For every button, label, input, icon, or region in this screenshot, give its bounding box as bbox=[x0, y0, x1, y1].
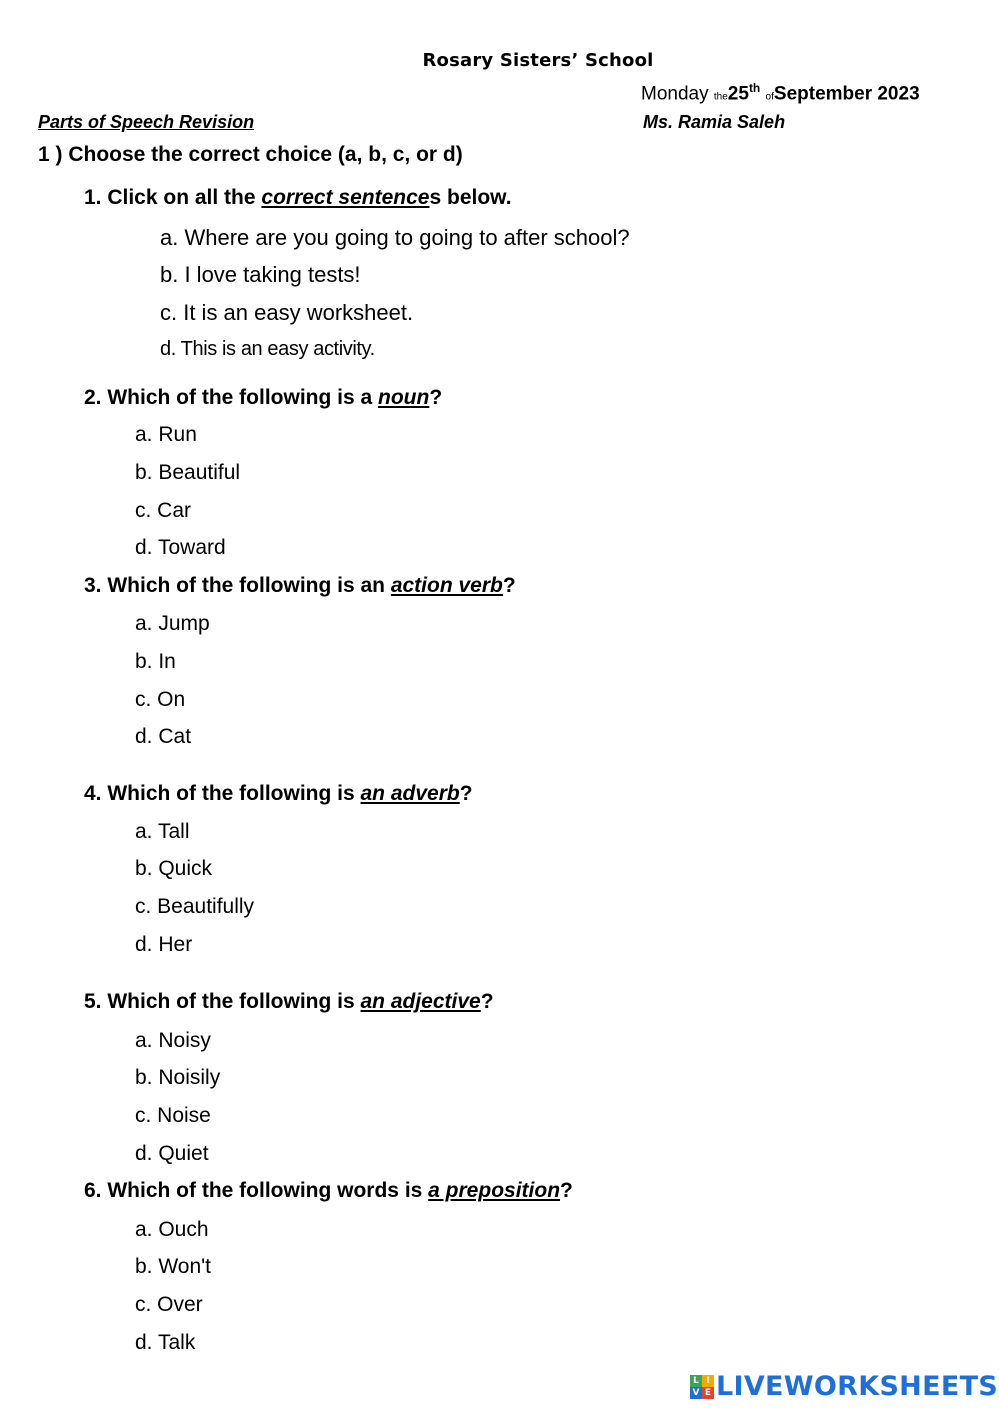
question-keyword: noun bbox=[378, 386, 430, 409]
question-1 bbox=[84, 186, 512, 210]
q5-option-b[interactable]: b. Noisily bbox=[135, 1066, 221, 1089]
question-2 bbox=[84, 386, 442, 410]
question-keyword: correct sentence bbox=[261, 186, 430, 209]
q1-option-b[interactable]: b. I love taking tests! bbox=[160, 262, 361, 287]
q1-option-c[interactable]: c. It is an easy worksheet. bbox=[160, 300, 414, 325]
liveworksheets-logo-text: LIVEWORKSHEETS bbox=[716, 1371, 999, 1402]
question-text-end: ? bbox=[429, 386, 443, 409]
q1-option-a[interactable]: a. Where are you going to going to after school? bbox=[160, 225, 630, 250]
question-text: 2. Which of the following is a bbox=[84, 386, 378, 409]
question-6 bbox=[84, 1179, 573, 1203]
q4-option-d[interactable]: d. Her bbox=[135, 933, 193, 956]
section-title: 1 ) Choose the correct choice (a, b, c, or d) bbox=[38, 143, 463, 166]
question-text-end: ? bbox=[560, 1179, 573, 1202]
q6-option-c[interactable]: c. Over bbox=[135, 1293, 203, 1316]
liveworksheets-logo-icon bbox=[690, 1375, 714, 1399]
question-text-end: ? bbox=[502, 574, 516, 597]
question-text: 1. Click on all the bbox=[84, 186, 262, 209]
q4-option-c[interactable]: c. Beautifully bbox=[135, 895, 255, 918]
question-text-end: ? bbox=[459, 782, 473, 805]
q3-option-d[interactable]: d. Cat bbox=[135, 725, 192, 748]
date-ordinal: th bbox=[748, 81, 761, 95]
q6-option-a[interactable]: a. Ouch bbox=[135, 1218, 209, 1241]
school-name: Rosary Sisters’ School bbox=[422, 50, 654, 71]
q4-option-a[interactable]: a. Tall bbox=[135, 820, 190, 843]
logo-tile-e: E bbox=[702, 1387, 714, 1399]
q2-option-c[interactable]: c. Car bbox=[135, 499, 192, 522]
question-keyword: a preposition bbox=[428, 1179, 561, 1202]
q4-option-b[interactable]: b. Quick bbox=[135, 857, 213, 880]
date-number: 25 bbox=[727, 83, 749, 105]
question-keyword: an adjective bbox=[360, 990, 481, 1013]
question-keyword: action verb bbox=[390, 574, 503, 597]
q2-option-a[interactable]: a. Run bbox=[135, 423, 197, 446]
q3-option-b[interactable]: b. In bbox=[135, 650, 176, 673]
date-month-year: September 2023 bbox=[773, 83, 920, 105]
question-text: 6. Which of the following words is bbox=[84, 1179, 429, 1202]
q5-option-a[interactable]: a. Noisy bbox=[135, 1029, 211, 1052]
logo-tile-i: I bbox=[702, 1375, 714, 1387]
date-day: Monday bbox=[641, 83, 709, 105]
question-text: 4. Which of the following is bbox=[84, 782, 361, 805]
date-of: of bbox=[765, 91, 774, 103]
date-the: the bbox=[713, 91, 728, 103]
q3-option-c[interactable]: c. On bbox=[135, 688, 186, 711]
liveworksheets-logo bbox=[690, 1371, 998, 1402]
question-3 bbox=[84, 574, 516, 598]
question-text: 3. Which of the following is an bbox=[84, 574, 391, 597]
q6-option-b[interactable]: b. Won't bbox=[135, 1255, 211, 1278]
question-text-end: ? bbox=[480, 990, 494, 1013]
logo-tile-v: V bbox=[690, 1387, 702, 1399]
question-text-end: s below. bbox=[429, 186, 512, 209]
teacher-name: Ms. Ramia Saleh bbox=[643, 112, 786, 132]
q5-option-d[interactable]: d. Quiet bbox=[135, 1142, 209, 1165]
worksheet-topic: Parts of Speech Revision bbox=[38, 112, 255, 132]
q1-option-d[interactable]: d. This is an easy activity. bbox=[160, 338, 375, 360]
q6-option-d[interactable]: d. Talk bbox=[135, 1331, 196, 1354]
q2-option-d[interactable]: d. Toward bbox=[135, 536, 226, 559]
question-4 bbox=[84, 782, 473, 806]
question-5 bbox=[84, 990, 494, 1014]
q2-option-b[interactable]: b. Beautiful bbox=[135, 461, 241, 484]
logo-tile-l: L bbox=[690, 1375, 702, 1387]
worksheet-date bbox=[641, 81, 920, 105]
question-keyword: an adverb bbox=[360, 782, 460, 805]
q5-option-c[interactable]: c. Noise bbox=[135, 1104, 211, 1127]
q3-option-a[interactable]: a. Jump bbox=[135, 612, 210, 635]
question-text: 5. Which of the following is bbox=[84, 990, 361, 1013]
